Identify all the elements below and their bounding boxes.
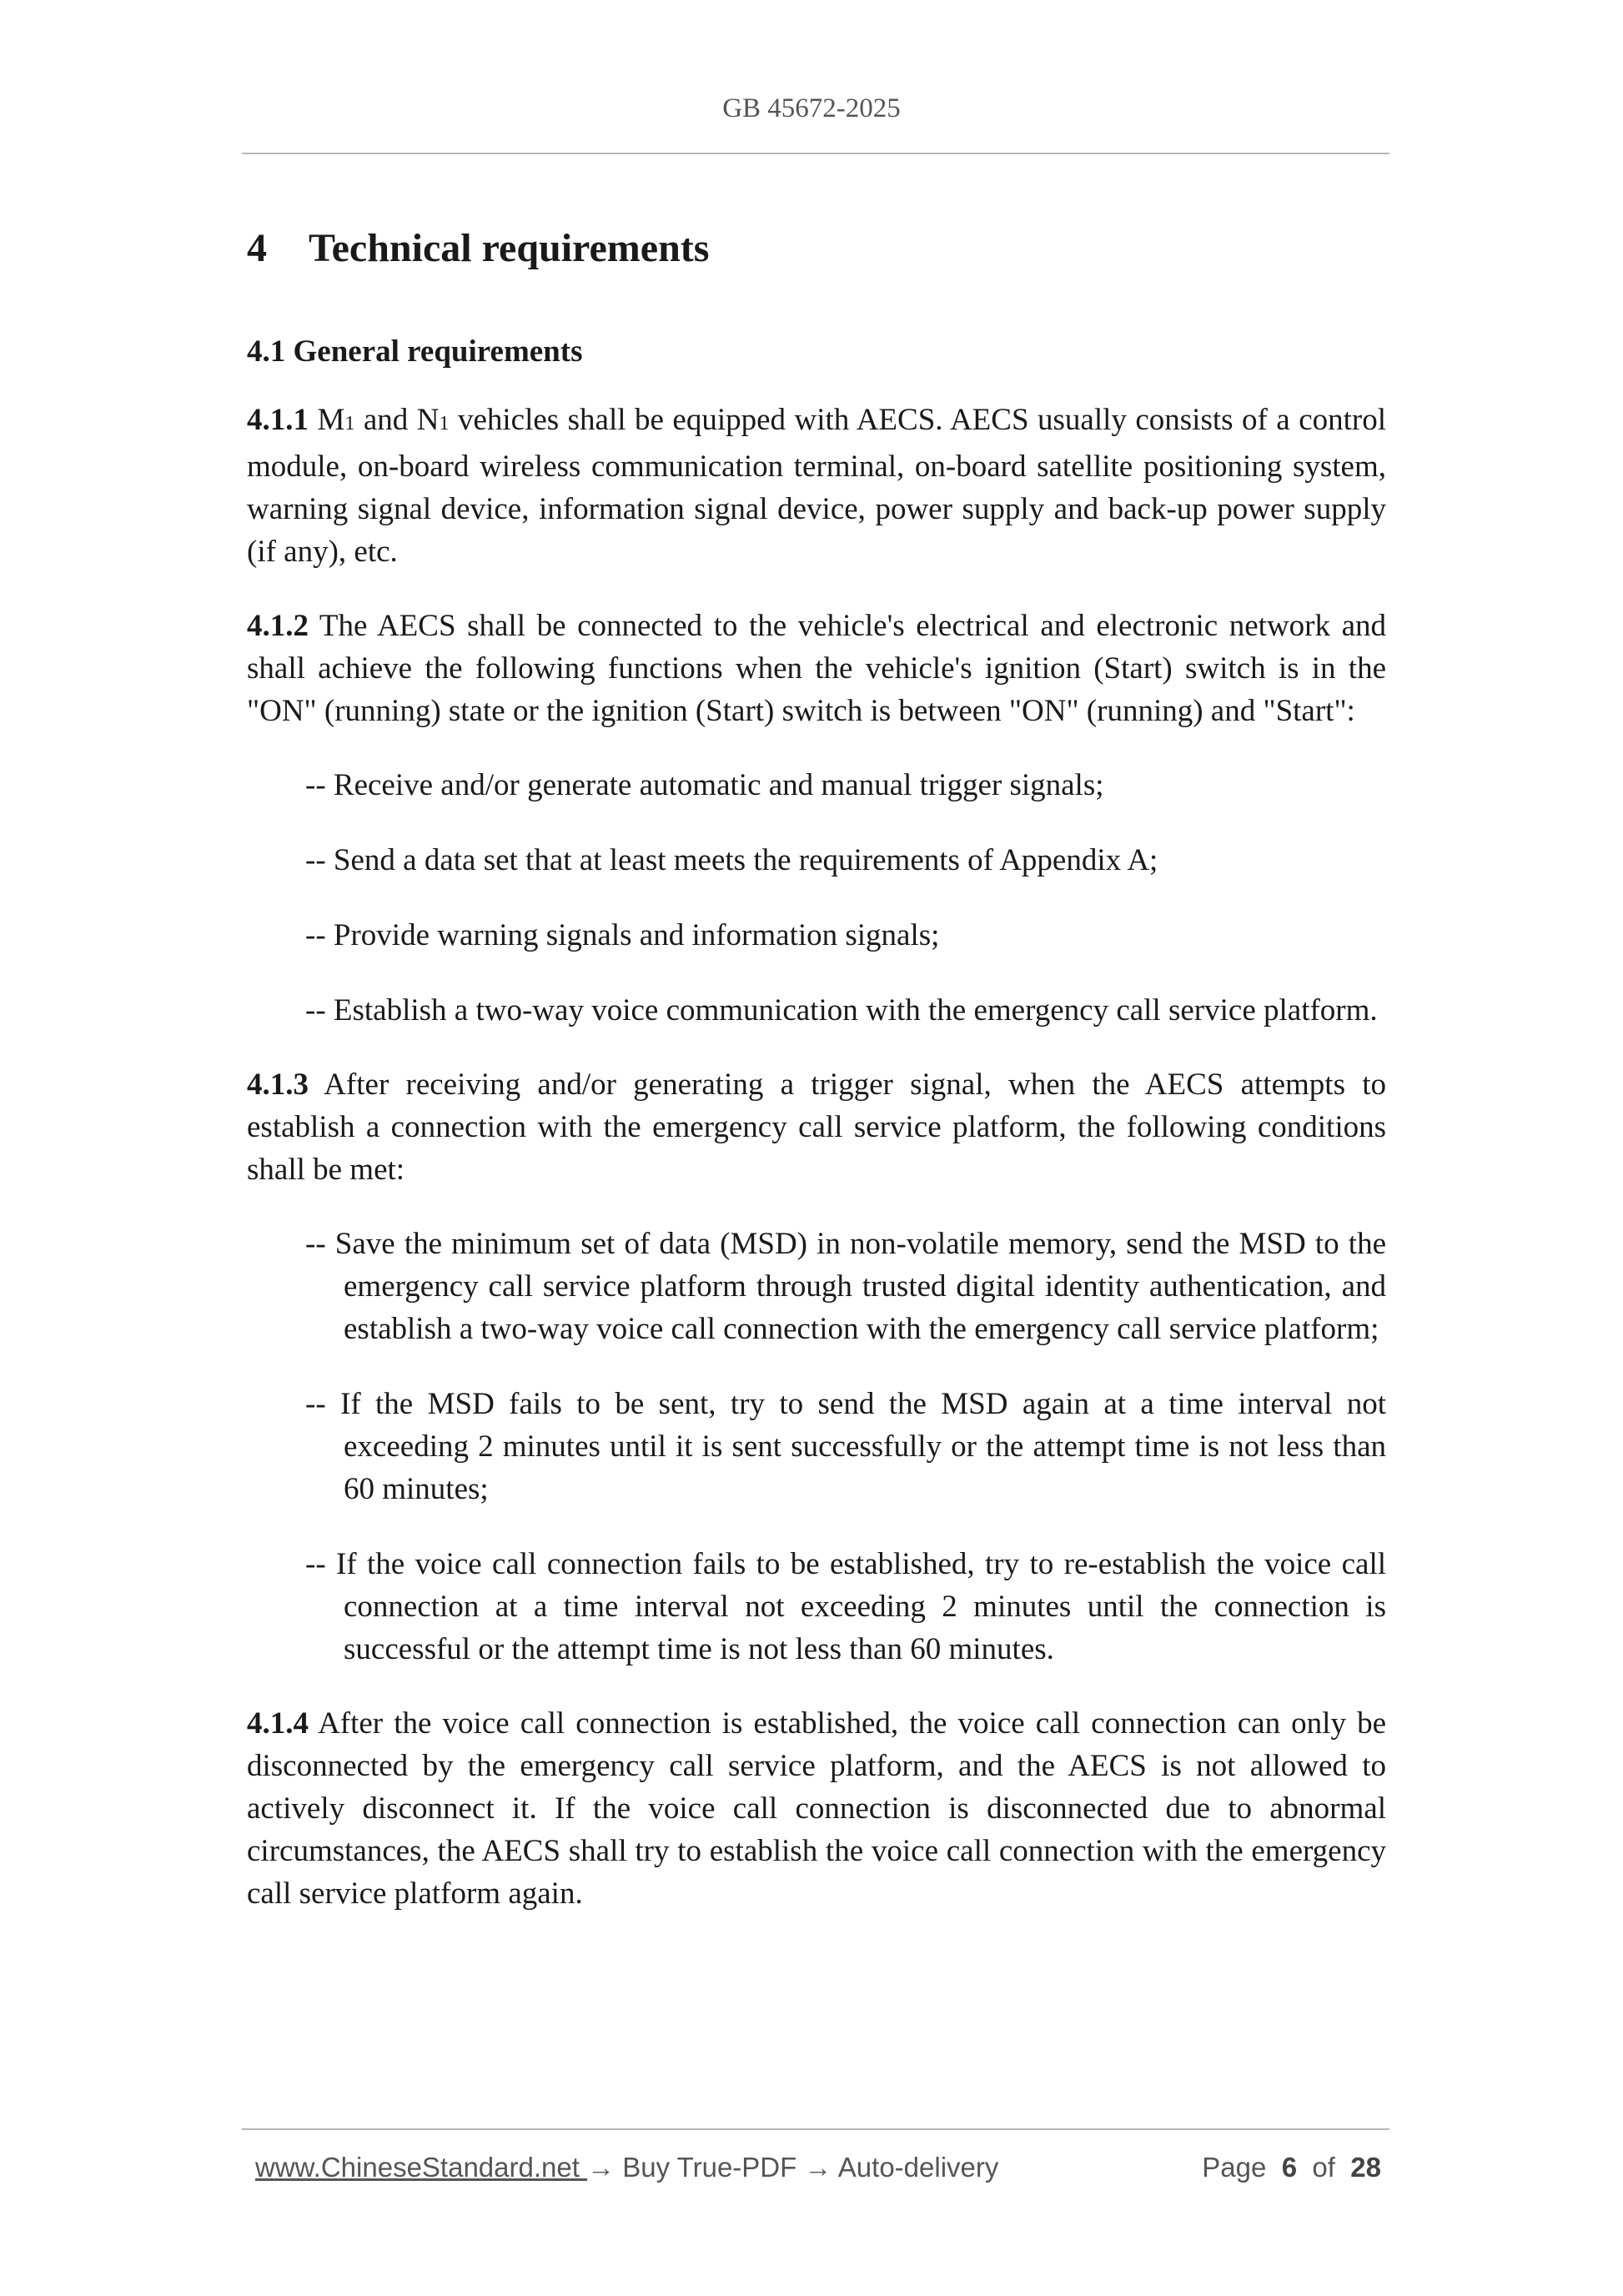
- section-title: Technical requirements: [309, 226, 710, 270]
- list-item: -- Establish a two-way voice communication with the emergency call service platform.: [305, 993, 1378, 1027]
- clause-4-1-1: [247, 399, 1386, 573]
- page-label: Page: [1202, 2152, 1267, 2183]
- clause-number: 4.1.3: [247, 1068, 309, 1102]
- list-item: -- Receive and/or generate automatic and manual trigger signals;: [305, 768, 1104, 802]
- footer-promo: [255, 2148, 998, 2187]
- subscript-1: 1: [439, 413, 450, 435]
- section-heading: [247, 219, 1386, 279]
- footer-divider: [242, 2128, 1389, 2130]
- clause-4-1-3: [247, 1063, 1386, 1191]
- list-item: -- If the voice call connection fails to be established, try to re-establish the voice call connection at a time interval not exceeding 2 minutes until the connection is successful or the attempt time is not less than 60 minutes.: [305, 1547, 1386, 1666]
- page-indicator: [1202, 2148, 1381, 2187]
- page-header-doc-code: GB 45672-2025: [722, 93, 901, 123]
- subsection-heading: 4.1 General requirements: [247, 334, 583, 369]
- footer-tagline: → Buy True-PDF → Auto-delivery: [587, 2152, 999, 2183]
- list-item: -- If the MSD fails to be sent, try to send the MSD again at a time interval not exceeding 2 minutes until it is sent successfully or the attempt time is not less than 60 minutes;: [305, 1387, 1386, 1506]
- clause-number: 4.1.2: [247, 609, 309, 643]
- list-item: -- Save the minimum set of data (MSD) in non-volatile memory, send the MSD to the emergency call service platform through trusted digital identity authentication, and establish a two-way voice call connection with the emergency call service platform;: [305, 1227, 1386, 1346]
- list-item: -- Send a data set that at least meets the requirements of Appendix A;: [305, 843, 1158, 877]
- clause-text-and: and N: [354, 403, 440, 437]
- document-body: [247, 219, 1386, 1947]
- page-number: 6: [1281, 2152, 1298, 2183]
- clause-number: 4.1.1: [247, 403, 309, 437]
- subscript-1: 1: [344, 413, 355, 435]
- clause-text-m: M: [317, 403, 345, 437]
- of-label: of: [1312, 2152, 1335, 2183]
- clause-4-1-4: [247, 1702, 1386, 1915]
- clause-number: 4.1.4: [247, 1706, 309, 1741]
- clause-text: After receiving and/or generating a trigger signal, when the AECS attempts to establish a connection with the emergency call service platform, the following conditions shall be met:: [247, 1068, 1386, 1187]
- list-item: -- Provide warning signals and information signals;: [305, 918, 940, 952]
- clause-text: The AECS shall be connected to the vehicle's electrical and electronic network and shall achieve the following functions when the vehicle's ignition (Start) switch is in the "ON" (running) state or the ignition (Start) switch is between "ON" (running) and "Start":: [247, 609, 1386, 728]
- page-total: 28: [1350, 2152, 1381, 2183]
- clause-text: vehicles shall be equipped with AECS. AECS usually consists of a control module, on-board wireless communication terminal, on-board satellite positioning system, warning signal device, information signal device, power supply and back-up power supply (if any), etc.: [247, 403, 1386, 569]
- header-divider: [242, 153, 1389, 154]
- website-link[interactable]: www.ChineseStandard.net: [255, 2152, 588, 2183]
- section-number: 4: [247, 226, 267, 270]
- clause-text: After the voice call connection is established, the voice call connection can only be disconnected by the emergency call service platform, and the AECS is not allowed to actively disconnect it. If the voice call connection is disconnected due to abnormal circumstances, the AECS shall try to establish the voice call connection with the emergency call service platform again.: [247, 1706, 1386, 1911]
- clause-4-1-2: [247, 605, 1386, 732]
